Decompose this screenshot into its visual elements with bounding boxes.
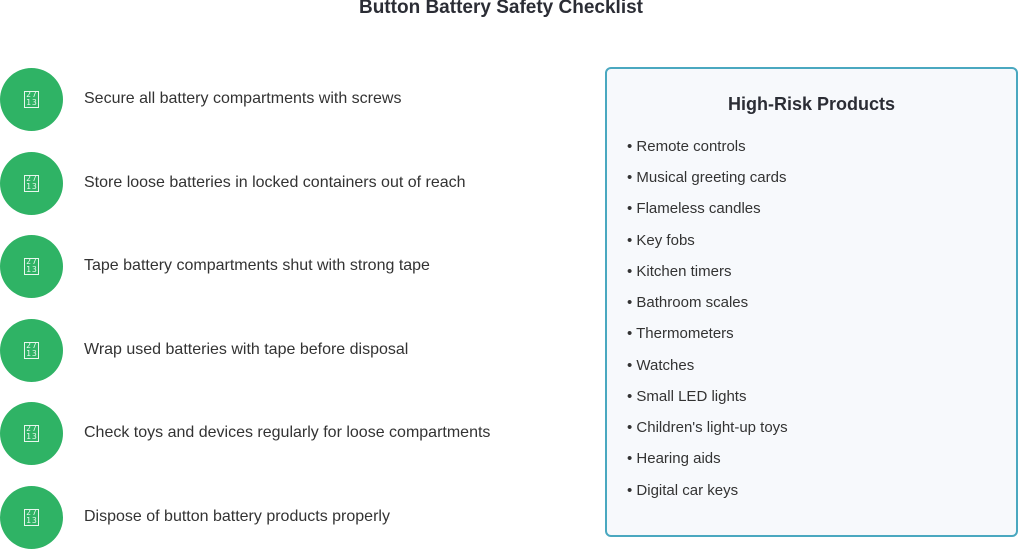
panel-title: High-Risk Products [727, 94, 896, 114]
page-title: Button Battery Safety Checklist [358, 0, 643, 18]
checklist-item-label: Wrap used batteries with tape before disposal [84, 341, 409, 358]
checklist-item [0, 485, 390, 549]
check-circle [0, 402, 63, 465]
checklist-item-label: Tape battery compartments shut with strong tape [84, 257, 430, 274]
product-item: • Thermometers [627, 325, 734, 342]
check-circle [0, 68, 63, 131]
checkmark-icon: 27 13 [24, 175, 39, 192]
checklist-item-label: Secure all battery compartments with screws [84, 90, 402, 107]
checkmark-icon: 27 13 [24, 425, 39, 442]
checklist-item-label: Check toys and devices regularly for loose compartments [84, 424, 491, 441]
product-item: • Musical greeting cards [627, 169, 787, 186]
checklist-item [0, 67, 401, 131]
check-circle [0, 486, 63, 549]
checkmark-icon: 27 13 [24, 91, 39, 108]
product-item: • Watches [627, 357, 695, 374]
checklist-item [0, 318, 408, 382]
checklist-item-label: Dispose of button battery products properly [84, 508, 390, 525]
checkmark-icon: 27 13 [24, 342, 39, 359]
product-item: • Kitchen timers [627, 263, 732, 280]
product-item: • Small LED lights [627, 388, 747, 405]
product-item: • Hearing aids [627, 450, 721, 467]
high-risk-products-panel [605, 67, 1018, 537]
product-item: • Children's light-up toys [627, 419, 788, 436]
checklist-item [0, 151, 466, 215]
check-circle [0, 319, 63, 382]
check-circle [0, 235, 63, 298]
checklist-item [0, 234, 430, 298]
checkmark-icon: 27 13 [24, 509, 39, 526]
product-item: • Key fobs [627, 232, 695, 249]
checklist-item [0, 401, 490, 465]
product-item: • Digital car keys [627, 482, 739, 499]
product-item: • Flameless candles [627, 200, 761, 217]
checkmark-icon: 27 13 [24, 258, 39, 275]
checklist-item-label: Store loose batteries in locked containers out of reach [84, 174, 466, 191]
product-item: • Remote controls [627, 138, 746, 155]
product-item: • Bathroom scales [627, 294, 749, 311]
check-circle [0, 152, 63, 215]
